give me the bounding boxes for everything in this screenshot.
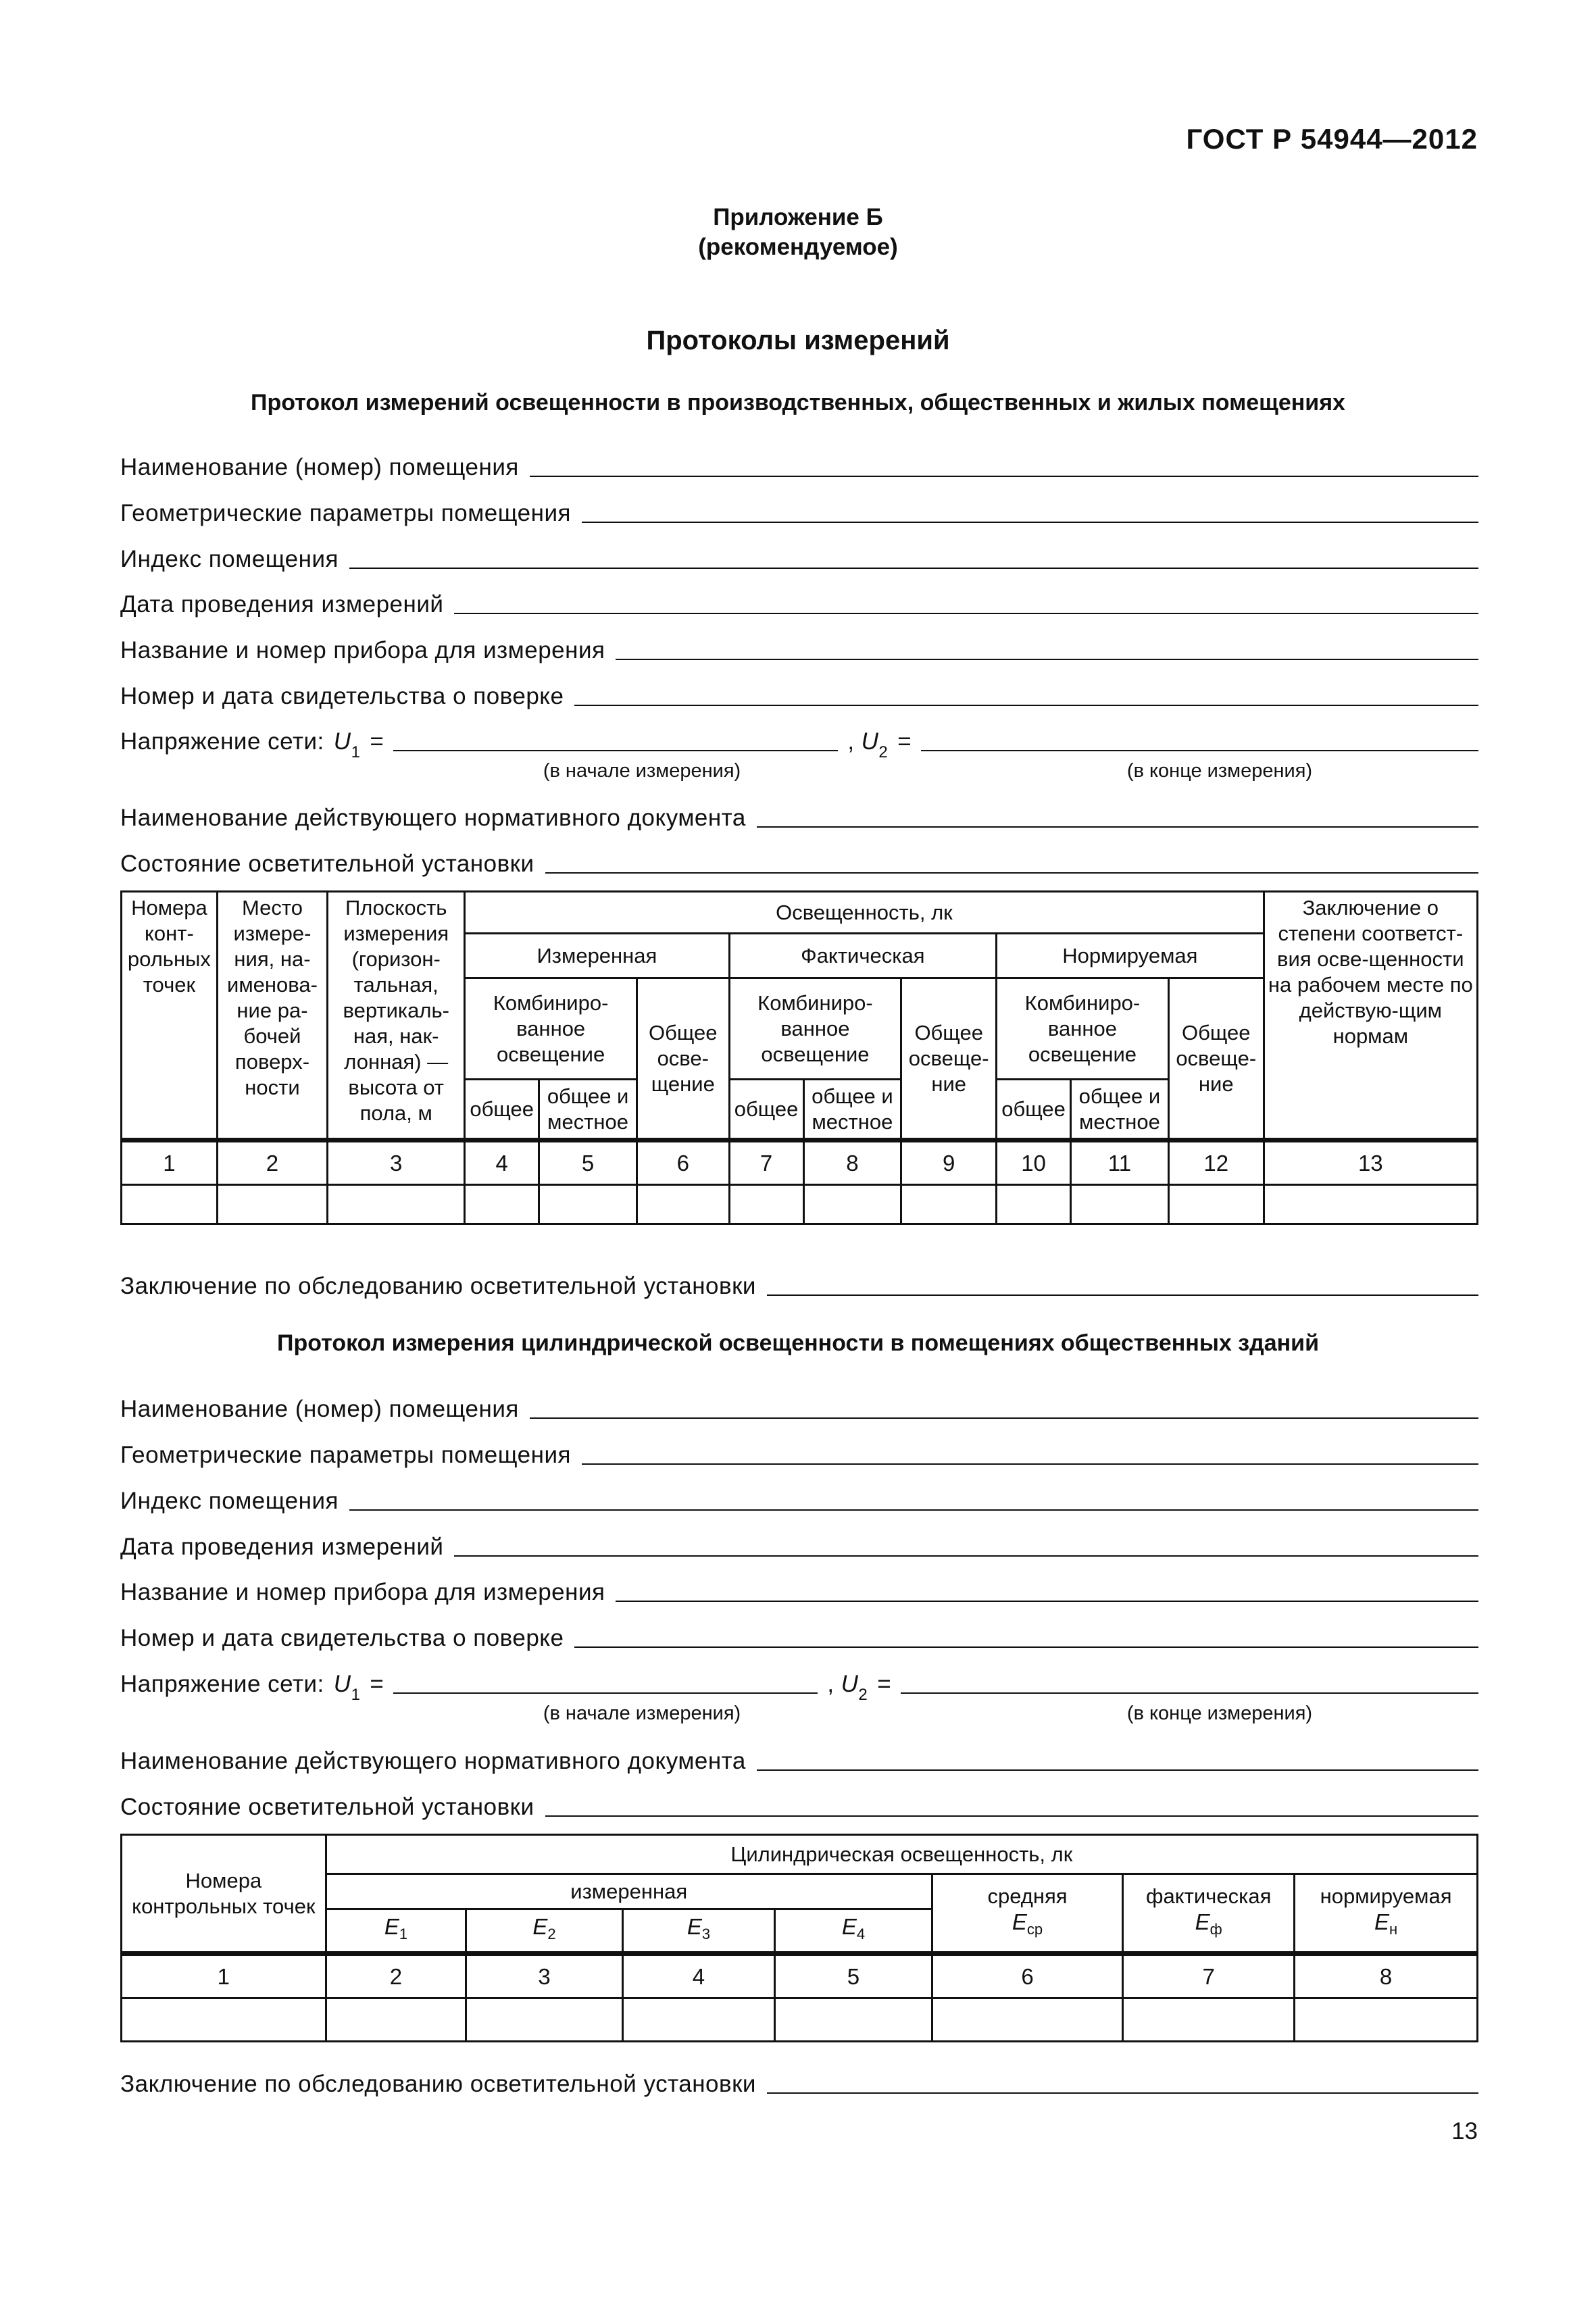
p1-u2-symbol: U [861, 728, 879, 755]
p2-date-row [120, 1530, 1478, 1561]
p2-h-cylindrical: Цилиндрическая освещенность, лк [326, 1835, 1477, 1874]
p2-conclusion-label: Заключение по обследованию осветительной установки [120, 2071, 756, 2097]
p2-e-avg-symbol: $E_{ср}$ [1012, 1909, 1043, 1938]
p1-h-genlocal-actual: общее и местное [803, 1080, 901, 1140]
p2-room-name-row [120, 1392, 1478, 1423]
p2-col-num: 6 [932, 1954, 1123, 1998]
p2-certificate-row [120, 1621, 1478, 1652]
p1-h-plane: Плоскость измерения (горизон-тальная, вертикаль-ная, нак-лонная) — высота от пола, м [328, 892, 465, 1140]
p2-u2-sub: 2 [858, 1686, 868, 1704]
p2-voltage-label: Напряжение сети: [120, 1671, 324, 1697]
p1-room-name-field[interactable] [530, 476, 1478, 477]
p1-date-field[interactable] [454, 613, 1478, 614]
p1-h-gen-actual: общее [729, 1080, 803, 1140]
p1-certificate-field[interactable] [574, 705, 1478, 706]
p1-empty-cell[interactable] [465, 1185, 539, 1224]
p2-empty-cell[interactable] [622, 1998, 775, 2042]
p2-u1-sub: 1 [351, 1686, 361, 1704]
p2-u2-field[interactable] [901, 1692, 1478, 1694]
p1-col-num: 13 [1264, 1140, 1477, 1185]
p1-device-field[interactable] [616, 659, 1478, 660]
p2-room-name-label: Наименование (номер) помещения [120, 1396, 519, 1422]
p2-col-num: 4 [622, 1954, 775, 1998]
p1-u2-sub: 2 [878, 743, 889, 761]
p1-conclusion-field[interactable] [767, 1294, 1478, 1296]
p2-room-index-field[interactable] [349, 1509, 1478, 1511]
p2-comma: , [827, 1671, 834, 1697]
appendix-heading [0, 203, 1596, 262]
p1-h-measured: Измеренная [465, 934, 729, 978]
p2-h-measured: измеренная [326, 1874, 932, 1909]
p1-h-illuminance: Освещенность, лк [465, 892, 1264, 934]
p2-date-field[interactable] [454, 1555, 1478, 1557]
p2-geometry-row [120, 1438, 1478, 1469]
p1-col-num: 9 [901, 1140, 997, 1185]
p1-u1-eq: = [370, 728, 384, 755]
p2-install-state-row [120, 1790, 1478, 1821]
p2-h-average [932, 1874, 1123, 1954]
p1-h-gen-normed: общее [997, 1080, 1071, 1140]
p2-h-actual [1123, 1874, 1295, 1954]
page-number: 13 [1451, 2118, 1478, 2144]
p2-conclusion-row [120, 2067, 1478, 2098]
p1-u2-caption: (в конце измерения) [1126, 760, 1313, 782]
p1-conclusion-row [120, 1269, 1478, 1300]
p1-h-general-measured: Общее осве-щение [637, 978, 730, 1140]
standard-code: ГОСТ Р 54944—2012 [1186, 123, 1478, 155]
appendix-title: Приложение Б [713, 204, 883, 230]
p2-device-row [120, 1575, 1478, 1606]
p2-column-numbers-row [122, 1954, 1478, 1998]
p1-date-label: Дата проведения измерений [120, 591, 444, 618]
p2-col-num: 3 [466, 1954, 622, 1998]
p2-h-actual-label: фактическая [1146, 1884, 1272, 1908]
p2-e3-header: $E_3$ [622, 1909, 775, 1954]
p2-install-state-field[interactable] [545, 1815, 1478, 1817]
p1-install-state-label: Состояние осветительной установки [120, 851, 534, 877]
p2-col-num: 8 [1295, 1954, 1478, 1998]
p2-empty-cell[interactable] [1295, 1998, 1478, 2042]
p2-empty-cell[interactable] [932, 1998, 1123, 2042]
p1-install-state-row [120, 847, 1478, 878]
p2-date-label: Дата проведения измерений [120, 1534, 444, 1560]
p1-u1-sub: 1 [351, 743, 361, 761]
p2-e-norm-symbol: $E_н$ [1374, 1909, 1398, 1938]
p1-certificate-label: Номер и дата свидетельства о поверке [120, 683, 564, 709]
p2-u2-caption: (в конце измерения) [1126, 1703, 1313, 1724]
main-title: Протоколы измерений [646, 326, 950, 355]
p1-h-genlocal-normed: общее и местное [1071, 1080, 1169, 1140]
p2-install-state-label: Состояние осветительной установки [120, 1794, 534, 1820]
p2-e1-header: $E_1$ [326, 1909, 466, 1954]
p1-device-row [120, 633, 1478, 664]
p1-h-place: Место измере-ния, на-именова-ние ра-бочей поверх-ности [217, 892, 327, 1140]
p2-col-num: 5 [775, 1954, 932, 1998]
p2-room-index-row [120, 1484, 1478, 1515]
p2-e4-header: $E_4$ [775, 1909, 932, 1954]
p1-date-row [120, 587, 1478, 618]
p1-empty-cell[interactable] [1168, 1185, 1264, 1224]
p1-h-general-actual: Общее освеще-ние [901, 978, 997, 1140]
protocol1-title: Протокол измерений освещенности в производственных, общественных и жилых помещениях [251, 390, 1345, 416]
p1-col-num: 4 [465, 1140, 539, 1185]
p1-col-num: 8 [803, 1140, 901, 1185]
p1-u2-field[interactable] [921, 750, 1478, 751]
p1-empty-cell[interactable] [637, 1185, 730, 1224]
p1-empty-cell[interactable] [729, 1185, 803, 1224]
p2-empty-row [122, 1998, 1478, 2042]
p1-install-state-field[interactable] [545, 872, 1478, 874]
p2-e-act-symbol: $E_ф$ [1195, 1909, 1222, 1938]
p1-col-num: 5 [539, 1140, 637, 1185]
p2-h-points: Номера контрольных точек [122, 1835, 326, 1954]
p2-e2-header: $E_2$ [466, 1909, 622, 1954]
p2-h-normed [1295, 1874, 1478, 1954]
p1-h-combined-normed: Комбиниро-ванное освещение [997, 978, 1169, 1080]
p2-certificate-field[interactable] [574, 1646, 1478, 1648]
p2-empty-cell[interactable] [122, 1998, 326, 2042]
p1-empty-cell[interactable] [539, 1185, 637, 1224]
p1-col-num: 2 [217, 1140, 327, 1185]
p1-h-general-normed: Общее освеще-ние [1168, 978, 1264, 1140]
p1-u1-caption: (в начале измерения) [543, 760, 741, 782]
p1-h-points: Номера конт-рольных точек [122, 892, 218, 1140]
p1-h-normed: Нормируемая [997, 934, 1264, 978]
p1-empty-cell[interactable] [217, 1185, 327, 1224]
p2-cylindrical-table [120, 1834, 1478, 2042]
p1-column-numbers-row [122, 1140, 1478, 1185]
p1-col-num: 6 [637, 1140, 730, 1185]
p2-geometry-field[interactable] [582, 1463, 1478, 1465]
p1-h-genlocal-measured: общее и местное [539, 1080, 637, 1140]
p1-norm-doc-label: Наименование действующего нормативного документа [120, 805, 746, 831]
p1-room-index-label: Индекс помещения [120, 546, 339, 572]
p2-geometry-label: Геометрические параметры помещения [120, 1442, 571, 1468]
p1-room-index-field[interactable] [349, 568, 1478, 569]
p2-col-num: 1 [122, 1954, 326, 1998]
p1-empty-cell[interactable] [997, 1185, 1071, 1224]
p1-h-gen-measured: общее [465, 1080, 539, 1140]
p2-col-num: 2 [326, 1954, 466, 1998]
appendix-subtitle: (рекомендуемое) [698, 234, 898, 260]
p1-empty-cell[interactable] [328, 1185, 465, 1224]
p1-col-num: 11 [1071, 1140, 1169, 1185]
p2-u1-field[interactable] [393, 1692, 818, 1694]
p1-col-num: 10 [997, 1140, 1071, 1185]
p1-geometry-label: Геометрические параметры помещения [120, 500, 571, 526]
p1-h-combined-actual: Комбиниро-ванное освещение [729, 978, 901, 1080]
p1-room-index-row [120, 542, 1478, 573]
p1-empty-cell[interactable] [1264, 1185, 1477, 1224]
p1-u1-symbol: U [333, 728, 351, 755]
p1-device-label: Название и номер прибора для измерения [120, 637, 605, 663]
protocol2-title: Протокол измерения цилиндрической освещенности в помещениях общественных зданий [277, 1330, 1319, 1356]
p1-geometry-field[interactable] [582, 522, 1478, 523]
p1-empty-cell[interactable] [122, 1185, 218, 1224]
p1-empty-cell[interactable] [803, 1185, 901, 1224]
p1-h-combined-measured: Комбиниро-ванное освещение [465, 978, 637, 1080]
p1-h-actual: Фактическая [729, 934, 997, 978]
p1-norm-doc-row [120, 801, 1478, 832]
p1-norm-doc-field[interactable] [757, 826, 1478, 828]
p2-norm-doc-label: Наименование действующего нормативного документа [120, 1748, 746, 1774]
p2-empty-cell[interactable] [466, 1998, 622, 2042]
p2-certificate-label: Номер и дата свидетельства о поверке [120, 1625, 564, 1651]
p1-col-num: 3 [328, 1140, 465, 1185]
p1-u2-eq: = [897, 728, 912, 755]
p2-room-name-field[interactable] [530, 1417, 1478, 1419]
p1-geometry-row [120, 496, 1478, 527]
p1-voltage-label: Напряжение сети: [120, 728, 324, 755]
p2-h-normed-label: нормируемая [1320, 1884, 1452, 1908]
p1-empty-row [122, 1185, 1478, 1224]
p2-u2-eq: = [877, 1671, 892, 1697]
p1-col-num: 1 [122, 1140, 218, 1185]
p1-voltage-row [120, 724, 1478, 761]
p1-certificate-row [120, 679, 1478, 710]
p1-h-conclusion: Заключение о степени соответст-вия осве-щенности на рабочем месте по действую-щим нормам [1264, 892, 1477, 1140]
p2-col-num: 7 [1123, 1954, 1295, 1998]
p1-measurement-table [120, 890, 1478, 1225]
p1-empty-cell[interactable] [901, 1185, 997, 1224]
p2-u1-symbol: U [333, 1671, 351, 1697]
p1-room-name-row [120, 450, 1478, 481]
p2-voltage-row [120, 1667, 1478, 1704]
p2-device-label: Название и номер прибора для измерения [120, 1579, 605, 1605]
p2-u1-caption: (в начале измерения) [543, 1703, 741, 1724]
p2-h-average-label: средняя [987, 1884, 1068, 1908]
p1-u1-field[interactable] [393, 750, 838, 751]
p2-room-index-label: Индекс помещения [120, 1488, 339, 1514]
p2-norm-doc-field[interactable] [757, 1769, 1478, 1771]
p1-conclusion-label: Заключение по обследованию осветительной установки [120, 1273, 756, 1299]
p2-u2-symbol: U [841, 1671, 859, 1697]
p2-empty-cell[interactable] [775, 1998, 932, 2042]
p2-conclusion-field[interactable] [767, 2092, 1478, 2094]
p2-empty-cell[interactable] [326, 1998, 466, 2042]
p2-empty-cell[interactable] [1123, 1998, 1295, 2042]
p1-room-name-label: Наименование (номер) помещения [120, 454, 519, 480]
p1-empty-cell[interactable] [1071, 1185, 1169, 1224]
p2-u1-eq: = [370, 1671, 384, 1697]
p1-col-num: 12 [1168, 1140, 1264, 1185]
p2-norm-doc-row [120, 1744, 1478, 1775]
p1-comma: , [847, 728, 855, 755]
p1-col-num: 7 [729, 1140, 803, 1185]
p2-device-field[interactable] [616, 1601, 1478, 1602]
